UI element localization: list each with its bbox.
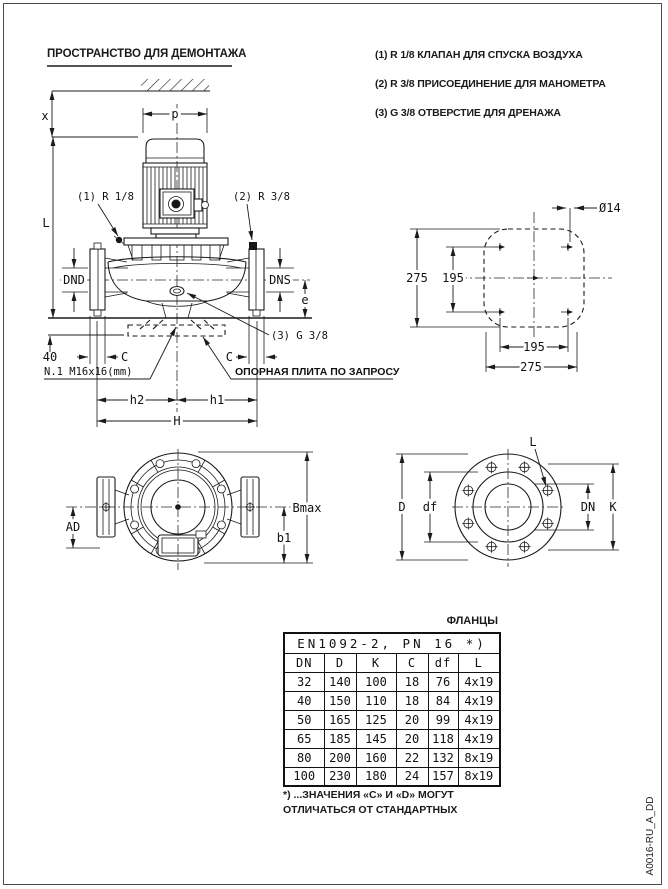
note-air-vent: (1) R 1/8 КЛАПАН ДЛЯ СПУСКА ВОЗДУХА [375,49,583,61]
outer-width-label: 275 [520,360,542,374]
cell-l: 4x19 [458,710,500,729]
cell-df: 132 [428,748,458,767]
note-drain-hole: (3) G 3/8 ОТВЕРСТИЕ ДЛЯ ДРЕНАЖА [375,107,561,119]
cell-c: 24 [396,767,428,786]
cell-c: 22 [396,748,428,767]
table-row [284,729,500,748]
suction-flange [226,242,264,316]
table-row [284,691,500,710]
flange-detail-view [396,435,619,567]
cell-dn: 32 [284,672,324,691]
outer-height-label: 275 [406,271,428,285]
document-code: A0016-RU_A_DD [645,796,656,876]
dim-label-c-right: C [225,350,233,364]
dim-label-40: 40 [42,350,58,364]
drain-plug [170,287,184,296]
col-header-df: df [428,653,458,672]
dim-label-p: p [171,107,179,121]
cell-c: 20 [396,729,428,748]
dim-label-l: L [42,216,50,230]
baseplate-view [406,201,621,374]
callout-gauge-label: (2) R 3/8 [233,191,290,203]
dim-label-K: K [609,500,617,514]
cell-k: 125 [356,710,396,729]
col-header-c: C [396,653,428,672]
dim-label-h1: h1 [209,393,225,407]
support-plate-label: ОПОРНАЯ ПЛИТА ПО ЗАПРОСУ [235,366,400,378]
callout-drain-label: (3) G 3/8 [271,330,328,342]
cell-dn: 50 [284,710,324,729]
top-view [66,449,322,570]
cable-gland [194,199,202,211]
cell-df: 118 [428,729,458,748]
col-header-l: L [458,653,500,672]
table-standard-header: EN1092-2, PN 16 *) [284,633,500,653]
cell-l: 8x19 [458,748,500,767]
dim-label-e: e [301,293,309,307]
cell-c: 18 [396,672,428,691]
dim-label-D: D [398,500,406,514]
gauge-plug [249,242,257,250]
bolt-spacing-height-label: 195 [442,271,464,285]
col-header-k: K [356,653,396,672]
col-header-d: D [324,653,356,672]
dim-label-df: df [422,500,438,514]
flange-table [283,632,501,787]
discharge-flange [90,243,128,316]
col-header-dn: DN [284,653,324,672]
callout-vent-label: (1) R 1/8 [77,191,134,203]
cell-d: 165 [324,710,356,729]
hole-diameter-label: Ø14 [599,201,621,215]
ceiling-hatch [141,79,209,91]
note-gauge-connection: (2) R 3/8 ПРИСОЕДИНЕНИЕ ДЛЯ МАНОМЕТРА [375,78,606,90]
bolt-spacing-width-label: 195 [523,340,545,354]
cell-d: 150 [324,691,356,710]
cell-dn: 40 [284,691,324,710]
table-row [284,672,500,691]
dim-label-h2: h2 [129,393,145,407]
cell-l: 8x19 [458,767,500,786]
cell-c: 18 [396,691,428,710]
cell-d: 185 [324,729,356,748]
port-label-dns: DNS [269,273,291,287]
port-label-dnd: DND [63,273,85,287]
cell-k: 100 [356,672,396,691]
cell-df: 99 [428,710,458,729]
table-footnote [283,788,457,817]
cell-c: 20 [396,710,428,729]
dim-label-b1: b1 [276,531,292,545]
dim-label-DN: DN [580,500,596,514]
dim-label-h: H [173,414,181,428]
cell-d: 200 [324,748,356,767]
bolt-hole-marks [493,243,573,316]
cell-d: 140 [324,672,356,691]
dim-label-hole-L: L [529,435,537,449]
dim-label-x: x [41,109,49,123]
cell-df: 76 [428,672,458,691]
cell-k: 110 [356,691,396,710]
anchor-bolts-label: N.1 M16x16(mm) [44,366,133,378]
table-row [284,767,500,786]
table-row [284,748,500,767]
dim-label-c-left: C [121,350,129,364]
cell-k: 180 [356,767,396,786]
cell-df: 84 [428,691,458,710]
dim-label-ad: AD [65,520,81,534]
table-row [284,710,500,729]
cell-df: 157 [428,767,458,786]
cell-dn: 100 [284,767,324,786]
front-view [41,66,400,428]
footnote-line-2: ОТЛИЧАТЬСЯ ОТ СТАНДАРТНЫХ [283,803,458,816]
footnote-line-1: *) ...ЗНАЧЕНИЯ «С» И «D» МОГУТ [283,789,454,801]
cell-dn: 65 [284,729,324,748]
dismantling-space-title: ПРОСТРАНСТВО ДЛЯ ДЕМОНТАЖА [47,48,247,60]
dim-label-bmax: Bmax [292,501,322,515]
cell-d: 230 [324,767,356,786]
motor [143,139,209,238]
cell-l: 4x19 [458,729,500,748]
cell-dn: 80 [284,748,324,767]
cell-k: 160 [356,748,396,767]
flange-table-caption: ФЛАНЦЫ [446,615,498,627]
cell-k: 145 [356,729,396,748]
cell-l: 4x19 [458,691,500,710]
cell-l: 4x19 [458,672,500,691]
